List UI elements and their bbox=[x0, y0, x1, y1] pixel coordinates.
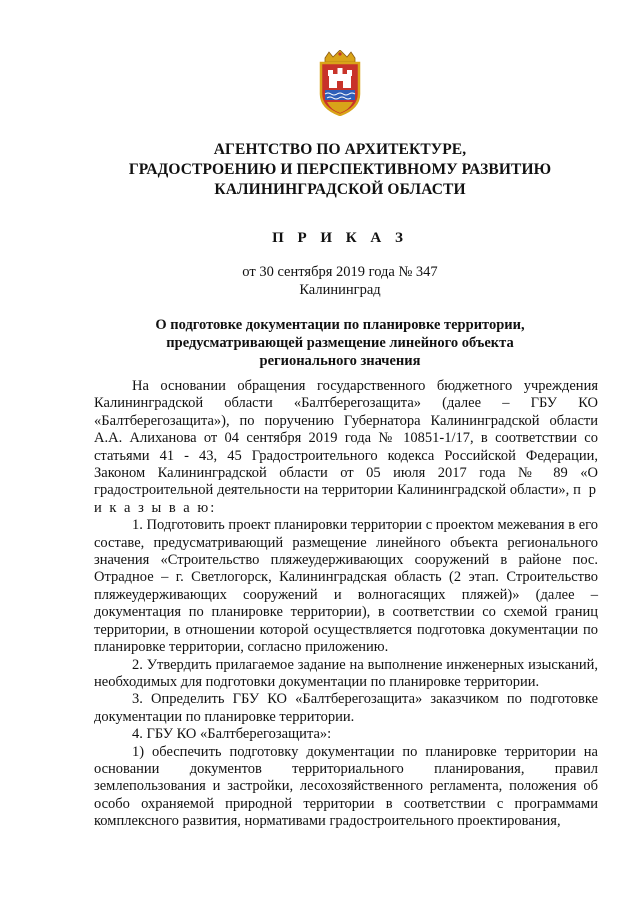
order-city: Калининград bbox=[299, 282, 381, 298]
clause-1: 1. Подготовить проект планировки территории с проектом межевания в его составе, предусматривающий размещение линейного объекта регионального значения «Строительство пляжеудерживающих сооружений в районе пос. Отрадное – г. Светлогорск, Калининградская область (2 этап. Строительство пляжеудерживающих сооружений и волногасящих пляжей)» (далее – документация по планировке территории), в соответствии со схемой границ территории, в отношении которой осуществляется подготовка документации по планировке территории, согласно приложению. bbox=[94, 517, 598, 656]
order-title bbox=[120, 316, 560, 370]
agency-line: КАЛИНИНГРАДСКОЙ ОБЛАСТИ bbox=[214, 181, 466, 198]
title-line: регионального значения bbox=[259, 353, 421, 369]
clause-3: 3. Определить ГБУ КО «Балтберегозащита» заказчиком по подготовке документации по планировке территории. bbox=[94, 691, 598, 725]
clause-4: 4. ГБУ КО «Балтберегозащита»: bbox=[132, 726, 332, 743]
agency-line: ГРАДОСТРОЕНИЮ И ПЕРСПЕКТИВНОМУ РАЗВИТИЮ bbox=[128, 161, 552, 178]
order-date-number: от 30 сентября 2019 года № 347 bbox=[242, 264, 438, 280]
preamble-paragraph bbox=[94, 378, 598, 517]
title-line: предусматривающей размещение линейного объекта bbox=[166, 335, 514, 351]
order-word: п р и к а з ы в а ю: bbox=[94, 482, 598, 516]
title-line: О подготовке документации по планировке территории, bbox=[155, 317, 525, 333]
clause-2: 2. Утвердить прилагаемое задание на выполнение инженерных изысканий, необходимых для подготовки документации по планировке территории. bbox=[94, 656, 598, 690]
agency-name bbox=[100, 140, 580, 200]
order-body bbox=[94, 378, 598, 831]
agency-line: АГЕНТСТВО ПО АРХИТЕКТУРЕ, bbox=[213, 141, 467, 158]
preamble-text: На основании обращения государственного бюджетного учреждения Калининградской области «Балтберегозащита» (далее – ГБУ КО «Балтберегозащита»), по поручению Губернатора Калининградской области А.А. Алиханова от 04 сентября 2019 года № 10851-1/17, в соответствии со статьями 41 - 43, 45 Градостроительного кодекса Российской Федерации, Законом Калининградской области от 05 июля 2017 года № 89 «О градостроительной деятельности на территории Калининградской области», bbox=[94, 378, 598, 499]
document-type: П Р И К А З bbox=[272, 230, 408, 246]
clause-4-1: 1) обеспечить подготовку документации по планировке территории на основании документов территориального планирования, правил землепользования и застройки, лесохозяйственного регламента, положения об особо охраняемой природной территории в соответствии с программами комплексного развития, нормативами градостроительного проектирования, bbox=[94, 743, 598, 830]
kaliningrad-coat-of-arms-icon bbox=[315, 50, 365, 116]
